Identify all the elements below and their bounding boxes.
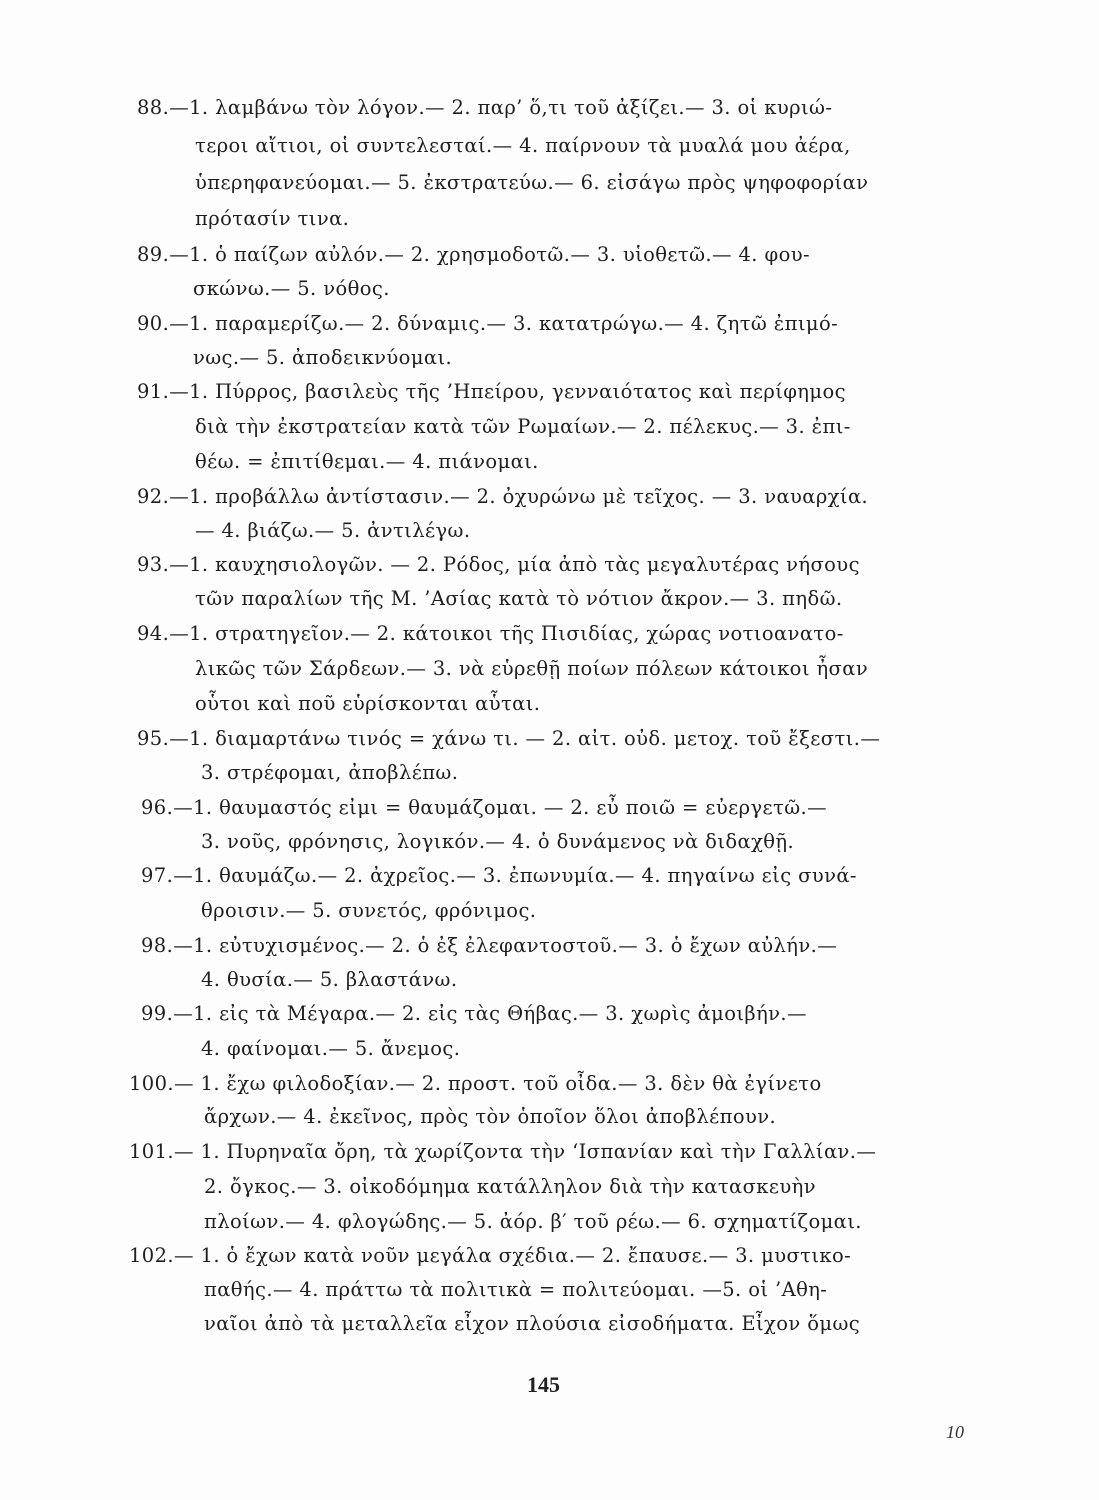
entry-89-line-2: σκώνω.— 5. νόθος. bbox=[193, 277, 390, 300]
entry-101-line-1: 101.— 1. Πυρηναῖα ὄρη, τὰ χωρίζοντα τὴν ‘Ισπανίαν καὶ τὴν Γαλλίαν.— bbox=[129, 1140, 877, 1163]
entry-90-line-2: νως.— 5. ἀποδεικνύομαι. bbox=[193, 346, 453, 369]
entry-92-line-2: — 4. βιάζω.— 5. ἀντιλέγω. bbox=[195, 519, 471, 542]
entry-94-line-1: 94.—1. στρατηγεῖον.— 2. κάτοικοι τῆς Πισιδίας, χώρας νοτιοανατο- bbox=[137, 622, 844, 645]
entry-99-line-2: 4. φαίνομαι.— 5. ἄνεμος. bbox=[201, 1037, 461, 1060]
entry-88-line-3: ὑπερηφανεύομαι.— 5. ἐκστρατεύω.— 6. εἰσάγω πρὸς ψηφοφορίαν bbox=[195, 171, 869, 194]
entry-102-line-1: 102.— 1. ὁ ἔχων κατὰ νοῦν μεγάλα σχέδια.— 2. ἔπαυσε.— 3. μυστικο- bbox=[129, 1244, 852, 1267]
entry-95-line-2: 3. στρέφομαι, ἀποβλέπω. bbox=[201, 761, 459, 784]
entry-102-line-3: ναῖοι ἀπὸ τὰ μεταλλεῖα εἶχον πλούσια εἰσοδήματα. Εἶχον ὅμως bbox=[204, 1312, 861, 1335]
entry-102-line-2: παθής.— 4. πράττω τὰ πολιτικὰ = πολιτεύομαι. —5. οἱ ’Αθη- bbox=[204, 1278, 828, 1301]
entry-100-line-2: ἄρχων.— 4. ἐκεῖνος, πρὸς τὸν ὁποῖον ὅλοι ἀποβλέπουν. bbox=[204, 1105, 777, 1128]
entry-93-line-1: 93.—1. καυχησιολογῶν. — 2. Ρόδος, μία ἀπὸ τὰς μεγαλυτέρας νήσους bbox=[137, 553, 860, 576]
entry-88-line-1: 88.—1. λαμβάνω τὸν λόγον.— 2. παρ’ ὅ,τι τοῦ ἀξίζει.— 3. οἱ κυριώ- bbox=[137, 96, 833, 119]
entry-101-line-3: πλοίων.— 4. φλογώδης.— 5. ἀόρ. β′ τοῦ ρέω.— 6. σχηματίζομαι. bbox=[204, 1210, 862, 1233]
entry-91-line-1: 91.—1. Πύρρος, βασιλεὺς τῆς ’Ηπείρου, γενναιότατος καὶ περίφημος bbox=[137, 380, 846, 403]
entry-96-line-2: 3. νοῦς, φρόνησις, λογικόν.— 4. ὁ δυνάμενος νὰ διδαχθῇ. bbox=[201, 830, 795, 853]
entry-88-line-4: πρότασίν τινα. bbox=[195, 207, 350, 230]
page-number: 145 bbox=[527, 1372, 560, 1397]
entry-92-line-1: 92.—1. προβάλλω ἀντίστασιν.— 2. ὀχυρώνω μὲ τεῖχος. — 3. ναυαρχία. bbox=[137, 485, 869, 508]
entry-96-line-1: 96.—1. θαυμαστός εἰμι = θαυμάζομαι. — 2. εὖ ποιῶ = εὐεργετῶ.— bbox=[141, 796, 828, 819]
entry-91-line-3: θέω. = ἐπιτίθεμαι.— 4. πιάνομαι. bbox=[195, 450, 539, 473]
entry-89-line-1: 89.—1. ὁ παίζων αὐλόν.— 2. χρησμοδοτῶ.— 3. υἱοθετῶ.— 4. φου- bbox=[137, 243, 810, 266]
entry-99-line-1: 99.—1. εἰς τὰ Μέγαρα.— 2. εἰς τὰς Θήβας.— 3. χωρὶς ἀμοιβήν.— bbox=[141, 1002, 807, 1025]
entry-97-line-2: θροισιν.— 5. συνετός, φρόνιμος. bbox=[201, 899, 537, 922]
entry-100-line-1: 100.— 1. ἔχω φιλοδοξίαν.— 2. προστ. τοῦ οἶδα.— 3. δὲν θὰ ἐγίνετο bbox=[129, 1072, 822, 1095]
entry-94-line-2: λικῶς τῶν Σάρδεων.— 3. νὰ εὑρεθῇ ποίων πόλεων κάτοικοι ἦσαν bbox=[195, 657, 869, 680]
entry-97-line-1: 97.—1. θαυμάζω.— 2. ἀχρεῖος.— 3. ἐπωνυμία.— 4. πηγαίνω εἰς συνά- bbox=[141, 864, 857, 887]
entry-90-line-1: 90.—1. παραμερίζω.— 2. δύναμις.— 3. κατατρώγω.— 4. ζητῶ ἐπιμό- bbox=[137, 312, 839, 335]
entry-91-line-2: διὰ τὴν ἐκστρατείαν κατὰ τῶν Ρωμαίων.— 2. πέλεκυς.— 3. ἐπι- bbox=[195, 415, 851, 438]
signature-mark: 10 bbox=[946, 1422, 964, 1442]
entry-98-line-2: 4. θυσία.— 5. βλαστάνω. bbox=[201, 968, 458, 991]
entry-101-line-2: 2. ὄγκος.— 3. οἰκοδόμημα κατάλληλον διὰ τὴν κατασκευὴν bbox=[204, 1175, 816, 1198]
entry-98-line-1: 98.—1. εὐτυχισμένος.— 2. ὁ ἐξ ἐλεφαντοστοῦ.— 3. ὁ ἔχων αὐλήν.— bbox=[141, 934, 838, 957]
entry-88-line-2: τεροι αἴτιοι, οἱ συντελεσταί.— 4. παίρνουν τὰ μυαλά μου ἀέρα, bbox=[195, 134, 851, 157]
entry-95-line-1: 95.—1. διαμαρτάνω τινός = χάνω τι. — 2. αἰτ. οὐδ. μετοχ. τοῦ ἔξεστι.— bbox=[137, 727, 881, 750]
entry-93-line-2: τῶν παραλίων τῆς Μ. ’Ασίας κατὰ τὸ νότιον ἄκρον.— 3. πηδῶ. bbox=[195, 587, 843, 610]
entry-94-line-3: οὗτοι καὶ ποῦ εὑρίσκονται αὗται. bbox=[195, 692, 541, 715]
